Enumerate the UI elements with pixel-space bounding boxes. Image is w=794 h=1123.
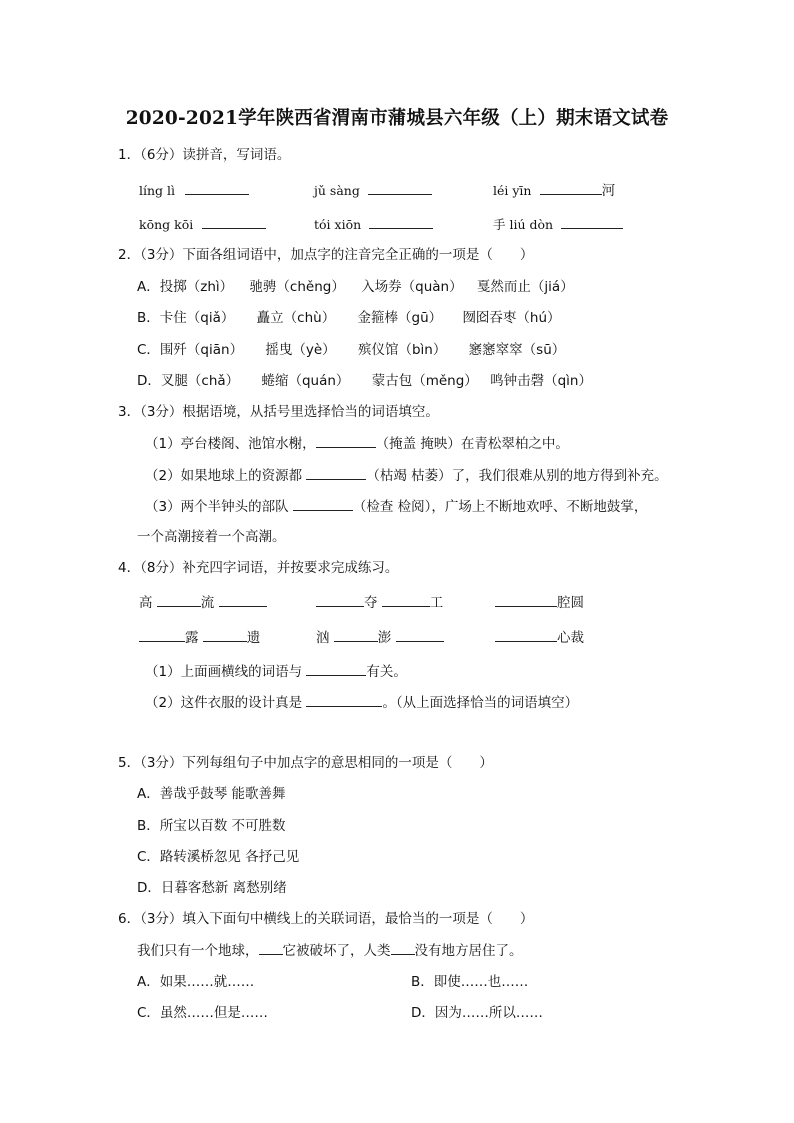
- option-word: 驰骋（chěng）: [249, 279, 345, 295]
- q4-sub-2: （2）这件衣服的设计真是 。（从上面选择恰当的词语填空）: [145, 695, 579, 711]
- answer-blank[interactable]: [316, 593, 364, 607]
- pinyin-label: jǔ sàng: [314, 183, 360, 198]
- option-word: 蜷缩（quán）: [261, 373, 350, 389]
- answer-blank[interactable]: [382, 593, 430, 607]
- question-6-stem: 6．（3分）填入下面句中横线上的关联词语，最恰当的一项是（ ）: [118, 911, 534, 927]
- exam-title: 2020-2021学年陕西省渭南市蒲城县六年级（上）期末语文试卷: [125, 108, 669, 129]
- answer-blank[interactable]: [369, 215, 433, 229]
- answer-blank[interactable]: [561, 215, 623, 229]
- q5-option-c[interactable]: C．路转溪桥忽见 各抒己见: [137, 849, 300, 865]
- option-word: 金箍棒（gū）: [357, 310, 443, 326]
- answer-blank[interactable]: [219, 593, 267, 607]
- answer-blank[interactable]: [306, 693, 382, 707]
- option-word: 矗立（chù）: [256, 310, 336, 326]
- q6-option-a[interactable]: A．如果……就……: [137, 974, 255, 990]
- q4-idiom-6: 心裁: [495, 628, 584, 647]
- q3-sentence-1: （1）亭台楼阁、池馆水榭， （掩盖 掩映）在青松翠柏之中。: [145, 436, 569, 452]
- option-word: 窸窸窣窣（sū）: [468, 342, 566, 358]
- q3-sentence-3: （3）两个半钟头的部队 （检查 检阅），广场上不断地欢呼、不断地鼓掌，: [145, 499, 648, 515]
- q4-sub-1: （1）上面画横线的词语与 有关。: [145, 664, 407, 680]
- answer-blank[interactable]: [334, 628, 378, 642]
- question-2-stem: 2．（3分）下面各组词语中，加点字的注音完全正确的一项是（ ）: [118, 247, 534, 263]
- q6-option-c[interactable]: C．虽然……但是……: [137, 1005, 268, 1021]
- answer-blank[interactable]: [368, 181, 432, 195]
- q6-option-d[interactable]: D．因为……所以……: [411, 1005, 543, 1021]
- option-word: C．围歼（qiān）: [137, 342, 244, 358]
- q4-idiom-1: 高 流: [139, 593, 267, 612]
- q3-sentence-2: （2）如果地球上的资源都 （枯竭 枯萎）了，我们很难从别的地方得到补充。: [145, 468, 668, 484]
- suffix-text: 河: [601, 183, 616, 199]
- option-word: 入场券（quàn）: [361, 279, 463, 295]
- q4-idiom-2: 夺 工: [316, 593, 443, 612]
- pinyin-label: léi yīn: [493, 183, 532, 198]
- question-4-stem: 4．（8分）补充四字词语，并按要求完成练习。: [118, 560, 399, 576]
- q2-option-d[interactable]: [137, 372, 592, 390]
- option-word: 殡仪馆（bìn）: [357, 342, 447, 358]
- q4-idiom-5: 汹 澎: [316, 628, 444, 647]
- answer-blank[interactable]: [391, 941, 415, 955]
- answer-blank[interactable]: [540, 181, 602, 195]
- pinyin-label: tói xiōn: [314, 217, 362, 232]
- answer-blank[interactable]: [157, 593, 201, 607]
- question-1-stem: 1．（6分）读拼音，写词语。: [118, 147, 291, 163]
- answer-blank[interactable]: [202, 215, 266, 229]
- option-word: 囫囵吞枣（hú）: [462, 310, 561, 326]
- answer-blank[interactable]: [306, 466, 366, 480]
- q1-item-2: [314, 181, 432, 200]
- option-word: D．叉腿（chǎ）: [137, 373, 240, 389]
- q6-option-b[interactable]: B．即使……也……: [411, 974, 529, 990]
- q5-option-d[interactable]: D．日暮客愁新 离愁别绪: [137, 880, 287, 896]
- question-5-stem: 5．（3分）下列每组句子中加点字的意思相同的一项是（ ）: [118, 755, 493, 771]
- q1-item-6: [493, 215, 623, 234]
- answer-blank[interactable]: [316, 434, 376, 448]
- option-word: 鸣钟击磬（qìn）: [490, 373, 592, 389]
- option-word: 蒙古包（měng）: [371, 373, 478, 389]
- q1-item-3: [493, 181, 615, 200]
- answer-blank[interactable]: [293, 497, 353, 511]
- option-word: 戛然而止（jiá）: [476, 279, 574, 295]
- q2-option-a[interactable]: [137, 278, 574, 296]
- answer-blank[interactable]: [396, 628, 444, 642]
- q1-item-5: [314, 215, 433, 234]
- q4-idiom-4: 露 遗: [139, 628, 260, 647]
- pinyin-label: kōng kōi: [139, 217, 194, 232]
- q2-option-b[interactable]: [137, 309, 561, 327]
- answer-blank[interactable]: [495, 593, 557, 607]
- answer-blank[interactable]: [203, 628, 247, 642]
- option-word: A．投掷（zhì）: [137, 279, 234, 295]
- answer-blank[interactable]: [306, 662, 366, 676]
- question-3-stem: 3．（3分）根据语境，从括号里选择恰当的词语填空。: [118, 404, 439, 420]
- answer-blank[interactable]: [495, 628, 557, 642]
- q3-sentence-3-continued: 一个高潮接着一个高潮。: [137, 529, 286, 545]
- answer-blank[interactable]: [185, 181, 249, 195]
- pinyin-label: líng lì: [139, 183, 176, 198]
- answer-blank[interactable]: [139, 628, 185, 642]
- q2-option-c[interactable]: [137, 341, 565, 359]
- q5-option-b[interactable]: B．所宝以百数 不可胜数: [137, 818, 286, 834]
- q1-item-4: [139, 215, 266, 234]
- q6-sentence: 我们只有一个地球， 它被破坏了，人类 没有地方居住了。: [137, 943, 523, 959]
- q1-item-1: [139, 181, 249, 200]
- option-word: B．卡住（qiǎ）: [137, 310, 235, 326]
- pinyin-label: 手 liú dòn: [493, 217, 554, 232]
- answer-blank[interactable]: [259, 941, 283, 955]
- q5-option-a[interactable]: A．善哉乎鼓琴 能歌善舞: [137, 786, 286, 802]
- option-word: 摇曳（yè）: [265, 342, 336, 358]
- q4-idiom-3: 腔圆: [495, 593, 584, 612]
